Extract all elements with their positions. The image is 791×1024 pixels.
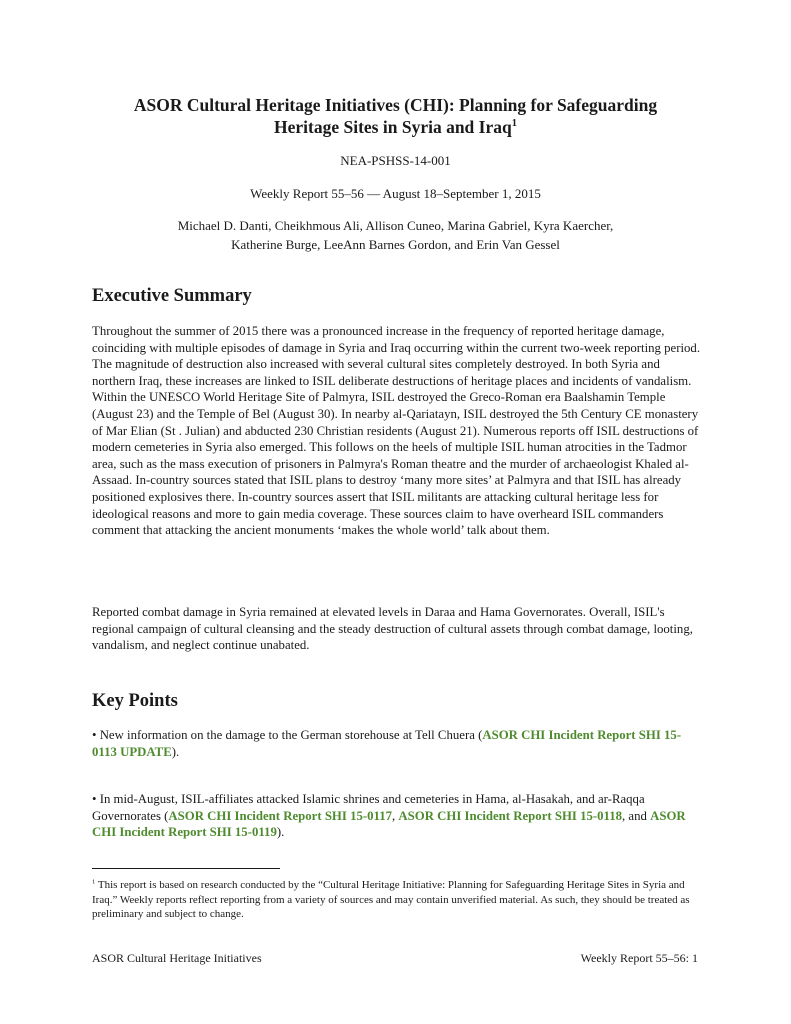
report-title — [60, 94, 731, 138]
bullet-glyph: • — [92, 728, 97, 742]
title-line-2-text: Heritage Sites in Syria and Iraq — [274, 117, 512, 137]
document-id: NEA-PSHSS-14-001 — [340, 153, 451, 168]
executive-summary-paragraph-1: Throughout the summer of 2015 there was a pronounced increase in the frequency of reported heritage damage, coinciding with multiple episodes of damage in Syria and Iraq occurring within the current two-week reporting period. The magnitude of destruction also increased with several cultural sites completely destroyed. In both Syria and northern Iraq, these increases are linked to ISIL deliberate destructions of heritage places and incidents of vandalism. Within the UNESCO World Heritage Site of Palmyra, ISIL destroyed the Greco-Roman era Baalshamin Temple (August 23) and the Temple of Bel (August 30). In nearby al-Qariatayn, ISIL destroyed the 5th Century CE monastery of Mar Elian (St . Julian) and abducted 230 Christian residents (August 21). Numerous reports off ISIL destructions of modern cemeteries in Syria also emerged. This follows on the heels of multiple ISIL human atrocities in the Tadmor area, such as the mass execution of prisoners in Palmyra's Roman theatre and the murder of archaeologist Khaled al-Assaad. In-country sources stated that ISIL plans to destroy ‘many more sites’ at Palmyra and that ISIL has already positioned explosives there. In-country sources assert that ISIL militants are attacking cultural heritage less for ideological reasons and more to gain media coverage. These sources claim to have overheard ISIL commanders comment that attacking the ancient monuments ‘makes the whole world’ talk about them. — [92, 324, 701, 538]
key-point-1-end: ). — [171, 744, 180, 759]
incident-report-link-shi-15-0113[interactable]: ASOR CHI Incident Report SHI 15-0113 UPDATE — [92, 728, 682, 759]
key-point-2-separator-1: , — [392, 808, 399, 823]
footnote-mark: 1 — [92, 878, 96, 886]
footer-organization: ASOR Cultural Heritage Initiatives — [92, 951, 262, 965]
title-line-1: ASOR Cultural Heritage Initiatives (CHI): Planning for Safeguarding — [133, 95, 658, 115]
key-point-item-1 — [92, 727, 704, 760]
report-date-line: Weekly Report 55–56 — August 18–September 1, 2015 — [250, 186, 541, 201]
authors-line-1: Michael D. Danti, Cheikhmous Ali, Allison Cuneo, Marina Gabriel, Kyra Kaercher, — [177, 218, 614, 233]
footnote — [92, 878, 702, 922]
title-footnote-mark: 1 — [511, 118, 517, 130]
footnote-text: This report is based on research conducted by the “Cultural Heritage Initiative: Planning for Safeguarding Heritage Sites in Syria and Iraq.” Weekly reports reflect reporting from a variety of sources and may contain unverified material. As such, they should be treated as preliminary and subject to change. — [92, 879, 690, 920]
executive-summary-paragraph-2: Reported combat damage in Syria remained at elevated levels in Daraa and Hama Governorates. Overall, ISIL's regional campaign of cultural cleansing and the steady destruction of cultural assets through combat damage, looting, vandalism, and neglect continue unabated. — [92, 605, 693, 653]
footnote-divider — [92, 868, 280, 869]
title-line-2 — [60, 116, 731, 138]
bullet-glyph: • — [92, 792, 97, 806]
footer-page-label: Weekly Report 55–56: 1 — [580, 951, 698, 965]
key-point-item-2 — [92, 791, 704, 841]
key-point-2-separator-2: , and — [622, 808, 651, 823]
incident-report-link-shi-15-0119[interactable]: ASOR CHI Incident Report SHI 15-0119 — [92, 808, 686, 840]
incident-report-link-shi-15-0117[interactable]: ASOR CHI Incident Report SHI 15-0117 — [168, 808, 393, 823]
key-points-heading: Key Points — [92, 691, 178, 711]
key-point-2-end: ). — [276, 825, 285, 840]
executive-summary-heading: Executive Summary — [92, 286, 252, 306]
key-point-1-text: New information on the damage to the German storehouse at Tell Chuera ( — [99, 728, 483, 742]
author-list — [60, 216, 731, 254]
authors-line-2: Katherine Burge, LeeAnn Barnes Gordon, and Erin Van Gessel — [231, 237, 560, 252]
key-point-2-text: In mid-August, ISIL-affiliates attacked Islamic shrines and cemeteries in Hama, al-Hasakah, and ar-Raqqa Governorates ( — [92, 792, 645, 823]
incident-report-link-shi-15-0118[interactable]: ASOR CHI Incident Report SHI 15-0118 — [398, 808, 623, 823]
